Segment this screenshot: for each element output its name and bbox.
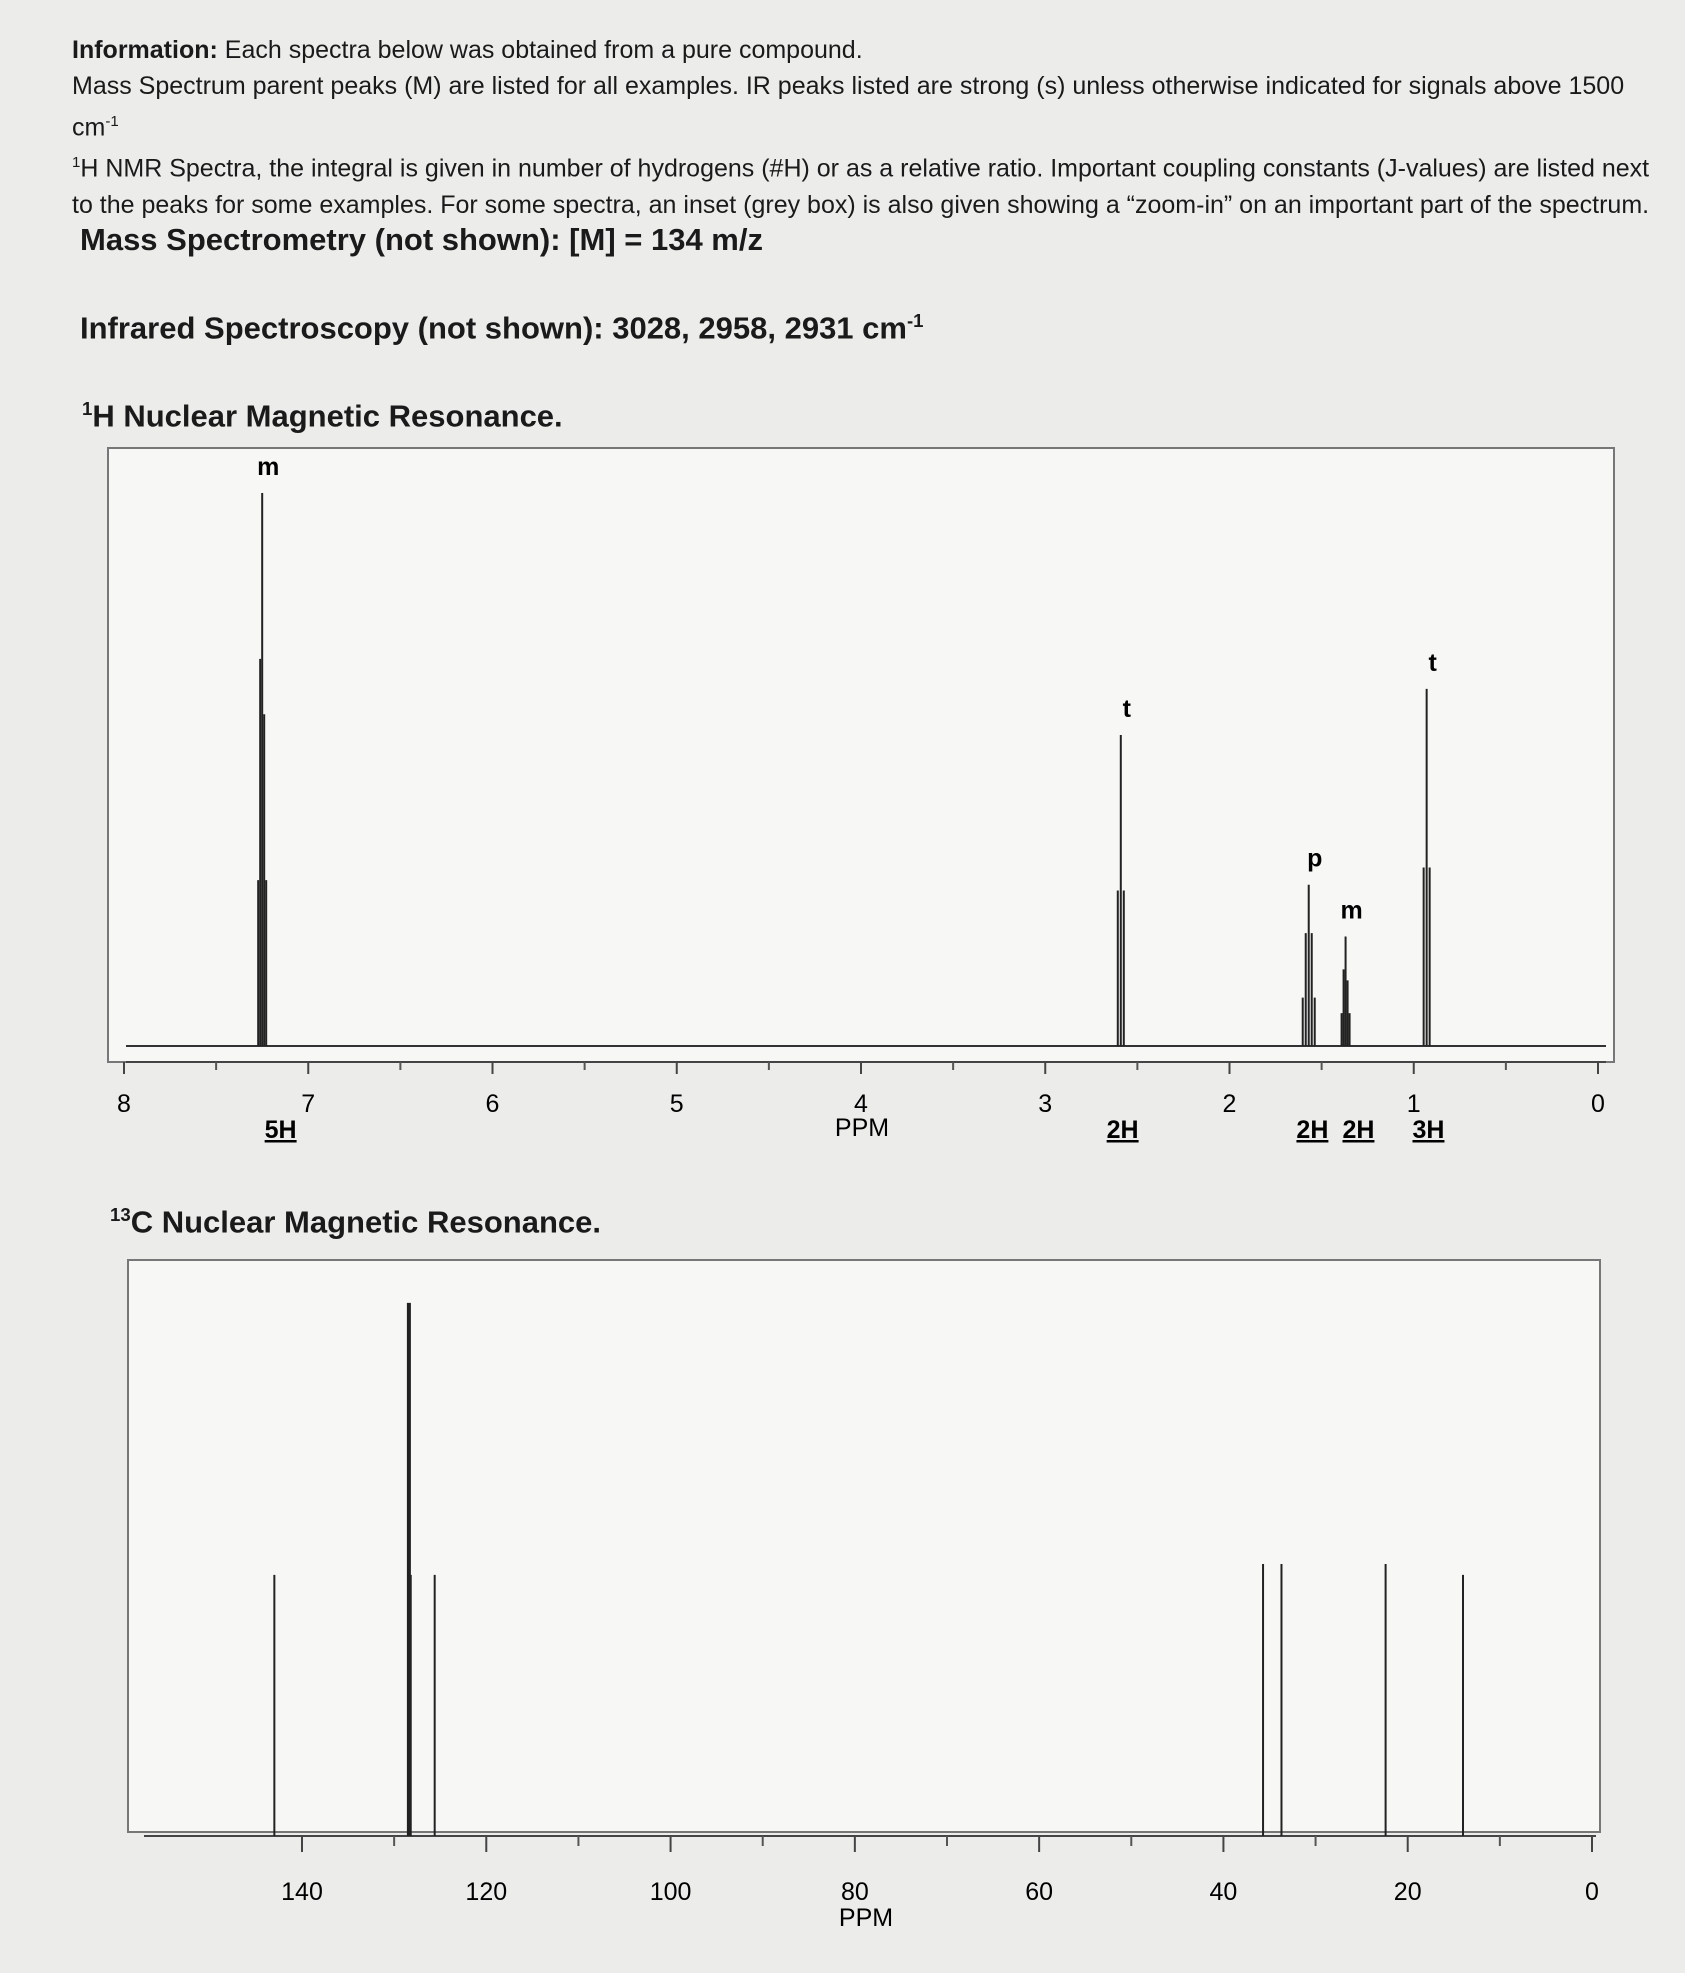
hnmr-tick-label: 1 [1406,1090,1421,1118]
cnmr-tick-label: 140 [281,1878,323,1906]
hnmr-tick-label: 6 [485,1090,500,1118]
hnmr-tick-label: 4 [854,1090,868,1118]
info-line1-text: Each spectra below was obtained from a pure compound. [224,36,863,64]
cnmr-tick-label: 100 [649,1878,692,1906]
hnmr-multiplicity-label: m [1340,896,1363,925]
info-line2-text: Mass Spectrum parent peaks (M) are listed for all examples. IR peaks listed are strong (s) unless otherwise indicated for signals above 1500 cm [72,72,1625,142]
cnmr-tick-label: 20 [1393,1878,1422,1906]
hnmr-xlabel: PPM [834,1114,890,1142]
cnmr-sup: 13 [110,1204,131,1225]
hnmr-sup: 1 [82,398,93,419]
hnmr-tick-label: 0 [1591,1090,1605,1118]
cnmr-tick-label: 60 [1025,1878,1054,1906]
hnmr-tick-label: 8 [117,1090,131,1118]
cnmr-tick-label: 40 [1209,1878,1238,1906]
cnmr-title: C Nuclear Magnetic Resonance. [130,1204,602,1240]
hnmr-tick-label: 3 [1038,1090,1053,1118]
cnmr-tick-label: 120 [465,1878,508,1906]
hnmr-title: H Nuclear Magnetic Resonance. [92,398,563,434]
ir-text: Infrared Spectroscopy (not shown): 3028, 2958, 2931 cm [80,310,907,346]
hnmr-multiplicity-label: m [257,453,280,482]
info-line2-sup: -1 [105,113,119,130]
hnmr-integral-label: 2H [1106,1116,1139,1144]
cnmr-tick-label: 0 [1585,1878,1599,1906]
cnmr-xlabel: PPM [838,1904,894,1932]
hnmr-tick-label: 2 [1222,1090,1237,1118]
hnmr-integral-label: 2H [1296,1116,1329,1144]
hnmr-integral-label: 3H [1412,1116,1445,1144]
hnmr-multiplicity-label: p [1307,844,1323,873]
info-lead: Information: [72,36,218,64]
hnmr-multiplicity-label: t [1122,694,1131,723]
hnmr-integral-label: 2H [1342,1116,1375,1144]
info-line3-sup: 1 [72,154,81,172]
cnmr-tick-label: 80 [840,1878,869,1906]
ir-sup: -1 [906,310,924,331]
hnmr-tick-label: 7 [301,1090,316,1118]
hnmr-tick-label: 5 [669,1090,684,1118]
hnmr-frame [108,448,1614,1062]
hnmr-integral-label: 5H [264,1116,297,1144]
hnmr-multiplicity-label: t [1428,648,1437,677]
info-line3-text: H NMR Spectra, the integral is given in number of hydrogens (#H) or as a relative ratio. Important coupling constants (J-values) are listed next to the peaks for some examples. For some spectra, an inset (grey box) is also given showing a “zoom-in” on an important part of the spectrum. [72,154,1650,219]
mass-spec-heading: Mass Spectrometry (not shown): [M] = 134 m/z [80,222,763,257]
